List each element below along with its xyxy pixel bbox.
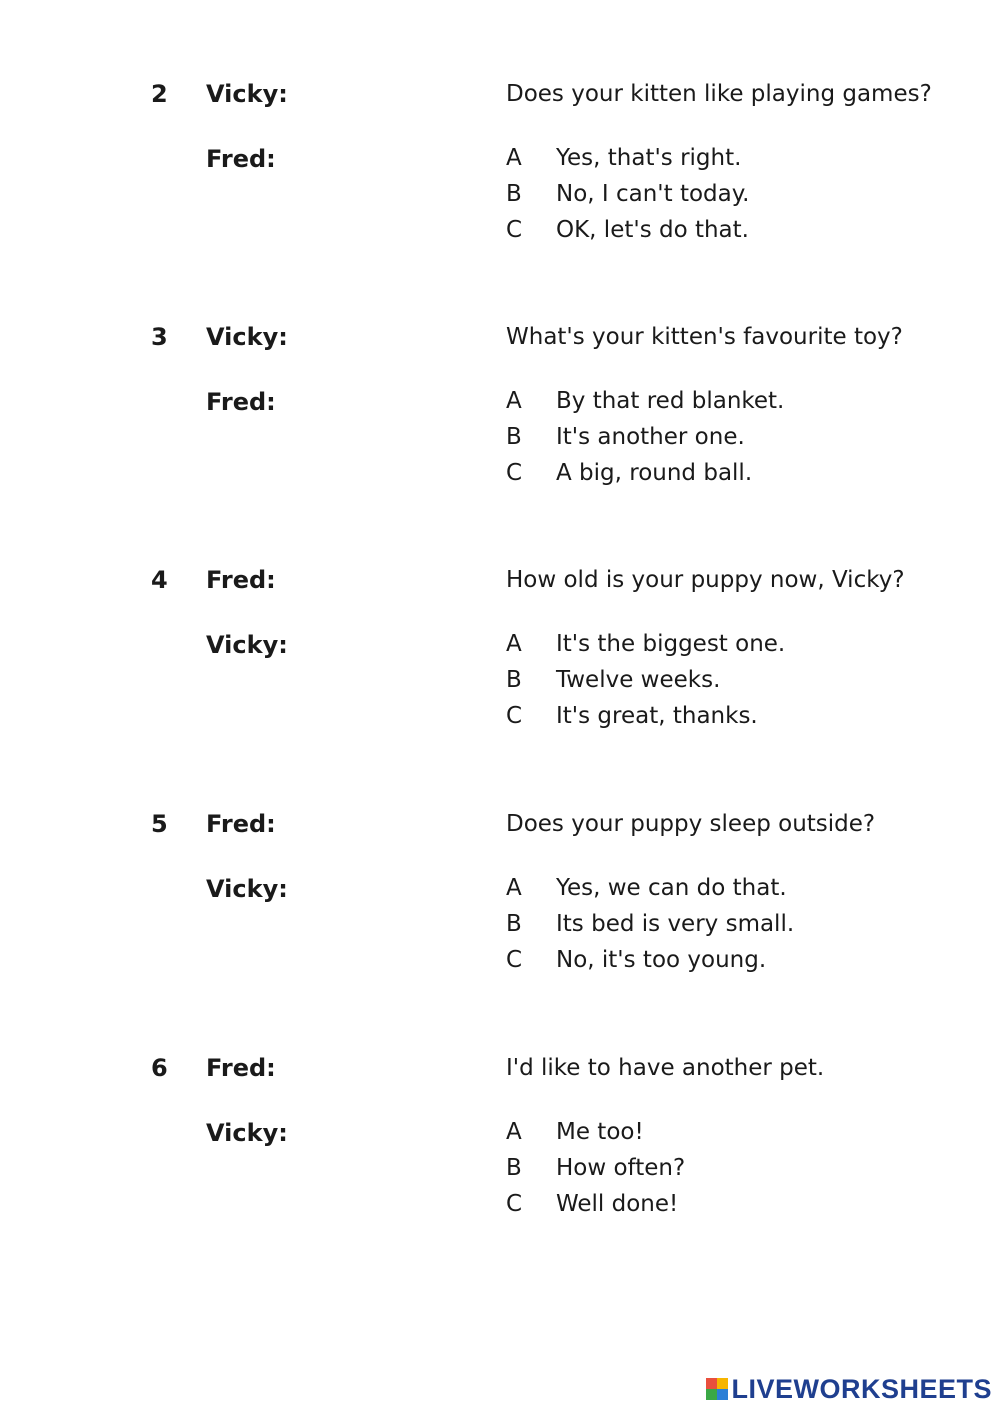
option-text: Its bed is very small. bbox=[556, 911, 795, 937]
question-6 bbox=[0, 1053, 1000, 1233]
logo-square-blue bbox=[717, 1389, 728, 1400]
answer-option-b[interactable] bbox=[506, 909, 794, 945]
option-text: No, it's too young. bbox=[556, 947, 767, 973]
question-number: 3 bbox=[151, 323, 168, 351]
responder-name: Vicky: bbox=[206, 631, 288, 659]
question-number: 5 bbox=[151, 810, 168, 838]
answer-option-a[interactable] bbox=[506, 143, 749, 179]
option-letter: B bbox=[506, 911, 522, 937]
answer-option-c[interactable] bbox=[506, 945, 794, 981]
responder-name: Vicky: bbox=[206, 1119, 288, 1147]
answer-option-c[interactable] bbox=[506, 1189, 685, 1225]
logo-icon bbox=[706, 1378, 728, 1400]
responder-name: Fred: bbox=[206, 145, 276, 173]
liveworksheets-logo[interactable] bbox=[706, 1373, 992, 1405]
option-letter: C bbox=[506, 1191, 523, 1217]
asker-name: Vicky: bbox=[206, 80, 288, 108]
question-3 bbox=[0, 322, 1000, 502]
answer-option-a[interactable] bbox=[506, 873, 794, 909]
answer-option-a[interactable] bbox=[506, 1117, 685, 1153]
option-text: It's the biggest one. bbox=[556, 631, 786, 657]
option-text: OK, let's do that. bbox=[556, 217, 749, 243]
answer-options bbox=[506, 873, 794, 981]
question-2 bbox=[0, 79, 1000, 259]
option-letter: A bbox=[506, 145, 522, 171]
asker-name: Fred: bbox=[206, 566, 276, 594]
option-text: It's another one. bbox=[556, 424, 745, 450]
option-text: Yes, we can do that. bbox=[556, 875, 787, 901]
logo-square-green bbox=[706, 1389, 717, 1400]
option-text: It's great, thanks. bbox=[556, 703, 758, 729]
option-text: No, I can't today. bbox=[556, 181, 750, 207]
option-letter: A bbox=[506, 388, 522, 414]
answer-options bbox=[506, 629, 785, 737]
question-prompt: Does your puppy sleep outside? bbox=[506, 811, 876, 837]
answer-options bbox=[506, 386, 784, 494]
question-5 bbox=[0, 809, 1000, 989]
question-prompt: How old is your puppy now, Vicky? bbox=[506, 567, 905, 593]
option-text: By that red blanket. bbox=[556, 388, 785, 414]
logo-text: LIVEWORKSHEETS bbox=[731, 1373, 992, 1404]
option-text: Well done! bbox=[556, 1191, 679, 1217]
responder-name: Fred: bbox=[206, 388, 276, 416]
option-text: How often? bbox=[556, 1155, 686, 1181]
option-letter: B bbox=[506, 1155, 522, 1181]
option-letter: B bbox=[506, 424, 522, 450]
responder-name: Vicky: bbox=[206, 875, 288, 903]
option-letter: A bbox=[506, 1119, 522, 1145]
asker-name: Fred: bbox=[206, 810, 276, 838]
logo-square-yellow bbox=[717, 1378, 728, 1389]
option-text: Yes, that's right. bbox=[556, 145, 742, 171]
question-prompt: What's your kitten's favourite toy? bbox=[506, 324, 903, 350]
answer-option-c[interactable] bbox=[506, 215, 749, 251]
asker-name: Fred: bbox=[206, 1054, 276, 1082]
question-prompt: Does your kitten like playing games? bbox=[506, 81, 932, 107]
answer-option-b[interactable] bbox=[506, 665, 785, 701]
option-letter: C bbox=[506, 217, 523, 243]
question-prompt: I'd like to have another pet. bbox=[506, 1055, 825, 1081]
option-letter: B bbox=[506, 181, 522, 207]
answer-option-a[interactable] bbox=[506, 386, 784, 422]
option-letter: A bbox=[506, 631, 522, 657]
option-text: Me too! bbox=[556, 1119, 644, 1145]
option-letter: C bbox=[506, 947, 523, 973]
logo-square-red bbox=[706, 1378, 717, 1389]
answer-option-b[interactable] bbox=[506, 179, 749, 215]
answer-options bbox=[506, 1117, 685, 1225]
option-letter: B bbox=[506, 667, 522, 693]
asker-name: Vicky: bbox=[206, 323, 288, 351]
option-text: A big, round ball. bbox=[556, 460, 753, 486]
question-number: 4 bbox=[151, 566, 168, 594]
answer-option-b[interactable] bbox=[506, 422, 784, 458]
option-letter: C bbox=[506, 703, 523, 729]
option-letter: C bbox=[506, 460, 523, 486]
answer-options bbox=[506, 143, 749, 251]
question-4 bbox=[0, 565, 1000, 745]
option-text: Twelve weeks. bbox=[556, 667, 721, 693]
answer-option-a[interactable] bbox=[506, 629, 785, 665]
answer-option-c[interactable] bbox=[506, 458, 784, 494]
question-number: 6 bbox=[151, 1054, 168, 1082]
question-number: 2 bbox=[151, 80, 168, 108]
answer-option-b[interactable] bbox=[506, 1153, 685, 1189]
answer-option-c[interactable] bbox=[506, 701, 785, 737]
option-letter: A bbox=[506, 875, 522, 901]
